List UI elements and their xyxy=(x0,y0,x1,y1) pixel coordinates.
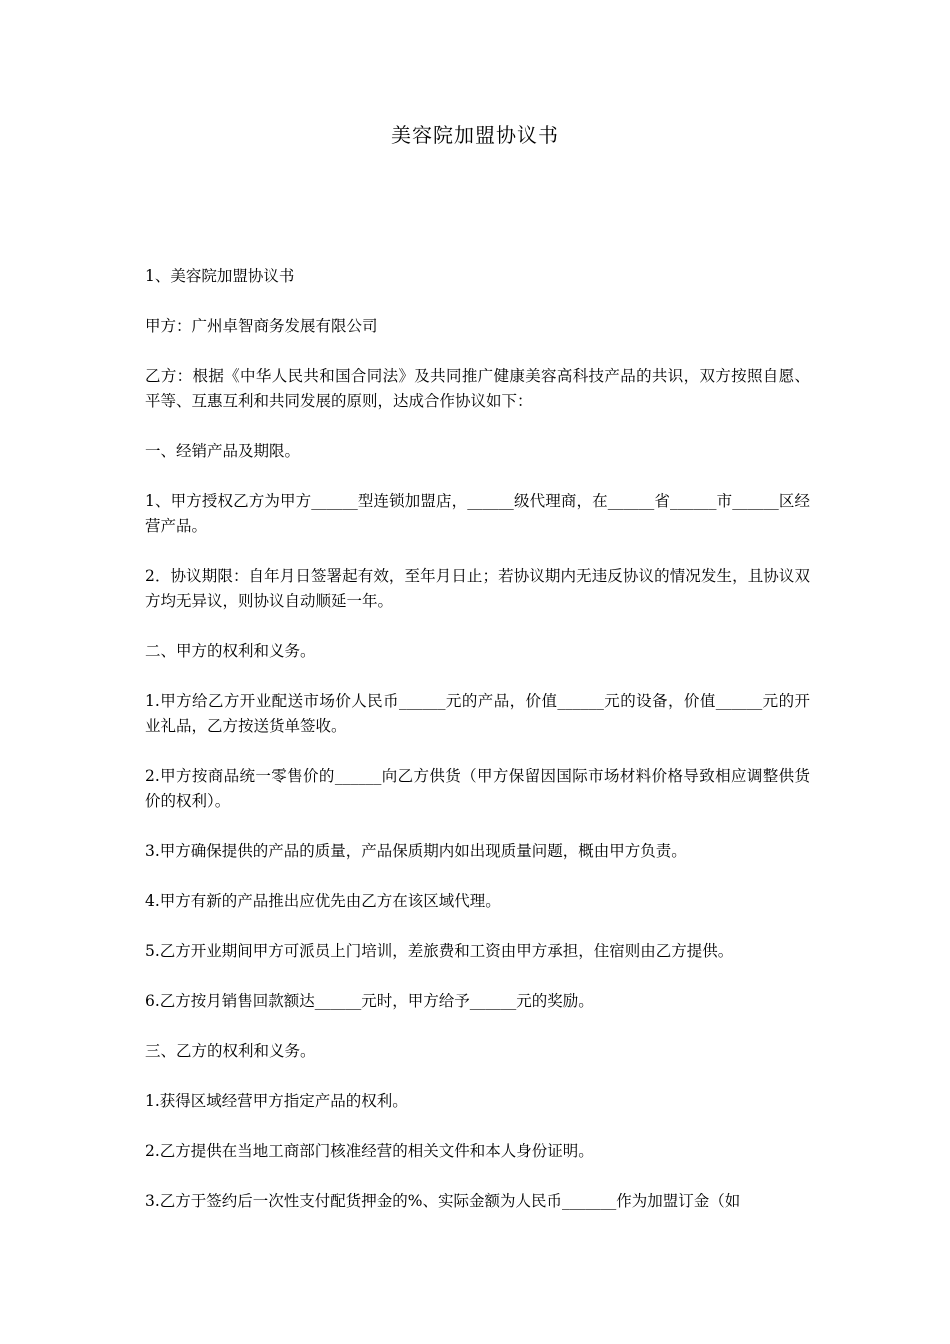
paragraph-clause: 2.甲方按商品统一零售价的______向乙方供货（甲方保留因国际市场材料价格导致相应调整供货价的权利）。 xyxy=(145,767,810,810)
paragraph-party-a: 甲方：广州卓智商务发展有限公司 xyxy=(145,317,378,335)
paragraph-clause: 1.获得区域经营甲方指定产品的权利。 xyxy=(145,1092,408,1110)
section-heading-3: 三、乙方的权利和义务。 xyxy=(145,1042,316,1060)
paragraph-clause: 2.乙方提供在当地工商部门核准经营的相关文件和本人身份证明。 xyxy=(145,1142,594,1160)
paragraph-clause: 3.乙方于签约后一次性支付配货押金的%、实际金额为人民币_______作为加盟订金（如 xyxy=(145,1192,741,1210)
paragraph-clause: 6.乙方按月销售回款额达______元时，甲方给予______元的奖励。 xyxy=(145,992,594,1010)
document-body xyxy=(145,264,810,1239)
section-heading-1: 一、经销产品及期限。 xyxy=(145,442,301,460)
paragraph-clause: 3.甲方确保提供的产品的质量，产品保质期内如出现质量问题，概由甲方负责。 xyxy=(145,842,687,860)
paragraph-clause: 5.乙方开业期间甲方可派员上门培训，差旅费和工资由甲方承担，住宿则由乙方提供。 xyxy=(145,942,734,960)
paragraph-clause: 2．协议期限：自年月日签署起有效，至年月日止；若协议期内无违反协议的情况发生，且协议双方均无异议，则协议自动顺延一年。 xyxy=(145,567,810,610)
paragraph-clause: 1、甲方授权乙方为甲方______型连锁加盟店，______级代理商，在______省______市______区经营产品。 xyxy=(145,492,810,535)
paragraph-clause: 1.甲方给乙方开业配送市场价人民币______元的产品，价值______元的设备，价值______元的开业礼品，乙方按送货单签收。 xyxy=(145,692,810,735)
paragraph-clause: 4.甲方有新的产品推出应优先由乙方在该区域代理。 xyxy=(145,892,501,910)
section-heading-2: 二、甲方的权利和义务。 xyxy=(145,642,316,660)
document-title: 美容院加盟协议书 xyxy=(391,123,559,147)
paragraph-heading: 1、美容院加盟协议书 xyxy=(145,267,295,285)
paragraph-party-b: 乙方：根据《中华人民共和国合同法》及共同推广健康美容高科技产品的共识，双方按照自愿、平等、互惠互利和共同发展的原则，达成合作协议如下： xyxy=(145,367,810,410)
